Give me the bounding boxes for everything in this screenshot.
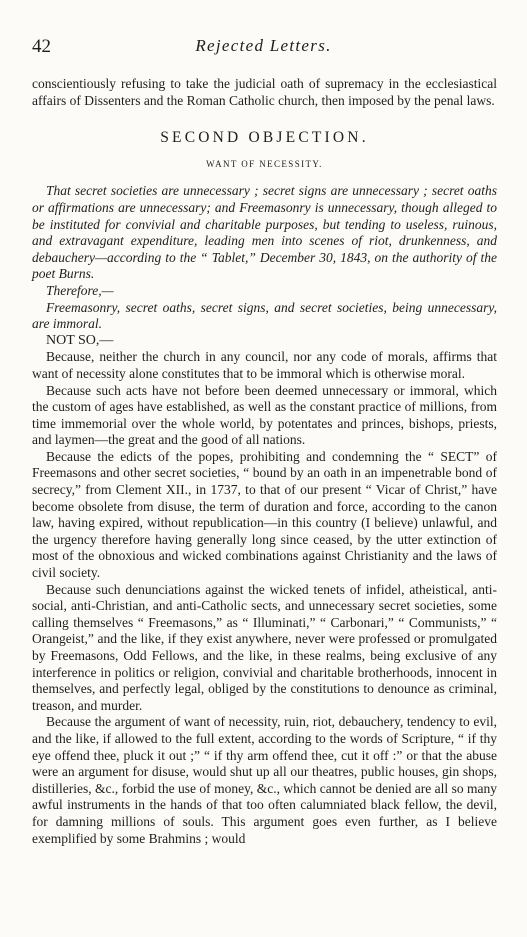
paragraph-want-of-necessity: Because the argument of want of necessity, ruin, riot, debauchery, tendency to evil, and the like, if allowed to the full extent, according to the words of Scripture, “ if thy eye offend thee, pluck it out ;” “ if thy arm offend thee, cut it off :” or that the abuse were an argument for disuse, would shut up all our theatres, public houses, gin shops, distilleries, &c., forbid the use of money, &c., which cannot be denied are all so many awful instruments in the hands of that too often calumniated black fellow, the devil, for damning millions of souls. This argument goes even further, as I believe exemplified by some Brahmins ; would (32, 714, 497, 846)
sub-heading: WANT OF NECESSITY. (206, 158, 323, 169)
section-heading: SECOND OBJECTION. (160, 129, 369, 147)
page-body (32, 76, 497, 847)
opening-paragraph: conscientiously refusing to take the judicial oath of supremacy in the ecclesiastical affairs of Dissenters and the Roman Catholic church, then imposed by the penal laws. (32, 76, 497, 108)
objection-statement: That secret societies are unnecessary ; secret signs are unnecessary ; secret oaths or affirmations are unnecessary; and Freemasonry is unnecessary, though alleged to be instituted for convivial and charitable purposes, but tending to useless, ruinous, and extravagant expenditure, leading men into scenes of riot, drunkenness, and debauchery—according to the “ Tablet,” December 30, 1843, on the authority of the poet Burns. (32, 183, 497, 282)
running-title: Rejected Letters. (195, 36, 332, 55)
not-so-line: NOT SO,— (46, 332, 114, 348)
paragraph-custom-of-ages: Because such acts have not before been deemed unnecessary or immoral, which the custom of ages have established, as well as the constant practice of millions, from time immemorial over the whole world, by potentates and princes, bishops, priests, and laymen—the great and the good of all nations. (32, 382, 497, 448)
paragraph-denunciations: Because such denunciations against the wicked tenets of infidel, atheistical, anti-social, anti-Christian, and anti-Catholic sects, and unnecessary secret societies, some calling themselves “ Freemasons,” as “ Illuminati,” “ Carbonari,” “ Communists,” “ Orangeist,” and the like, if they exist anywhere, never were professed or promulgated by Freemasons, Odd Fellows, and the like, in these realms, being exclusive of any interference in politics or religion, convivial and charitable brotherhoods, innocent in themselves, and perfectly legal, obliged by the constitutions to denounce as criminal, treason, and murder. (32, 581, 497, 713)
page-header (32, 36, 495, 58)
paragraph-church-council: Because, neither the church in any council, nor any code of morals, affirms that want of necessity alone constitutes that to be immoral which is otherwise moral. (32, 349, 497, 381)
page-number: 42 (32, 36, 51, 57)
objection-conclusion: Freemasonry, secret oaths, secret signs, and secret societies, being unnecessary, are immoral. (32, 299, 497, 332)
therefore-line: Therefore,— (46, 282, 114, 298)
paragraph-papal-edicts: Because the edicts of the popes, prohibiting and condemning the “ SECT” of Freemasons and other secret societies, “ bound by an oath in an impenetrable bond of secrecy,” from Clement XII., in 1737, to that of our present “ Vicar of Christ,” have become obsolete from disuse, the term of duration and force, according to the canon law, having expired, without republication—in this country (I believe) unlawful, and the urgency therefore having generally long since ceased, by the utter extinction of most of the obnoxious and wicked combinations against Christianity and the laws of civil society. (32, 448, 497, 581)
